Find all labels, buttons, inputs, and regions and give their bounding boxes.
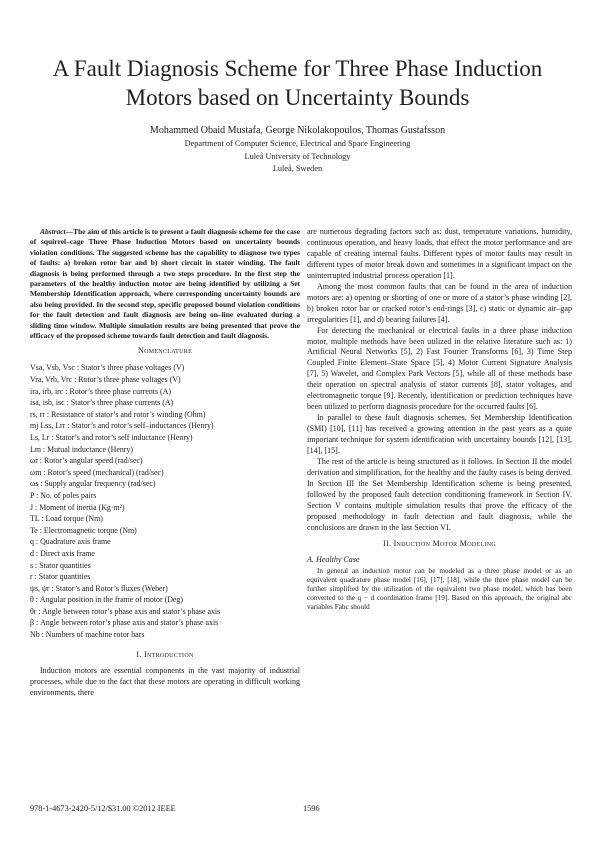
nomenclature-item: J : Moment of inertia (Kg·m²) [30, 502, 125, 512]
nomenclature-item: P : No. of poles pairs [30, 490, 97, 500]
page-number: 1596 [303, 804, 320, 813]
nomenclature-item: Ls, Lr : Stator’s and rotor’s self inductance (Henry) [30, 432, 193, 442]
nomenclature-item: q : Quadrature axis frame [30, 537, 111, 547]
nomenclature-item: ωr : Rotor’s angular speed (rad/sec) [30, 456, 143, 466]
author-block [30, 124, 565, 176]
nomenclature-item: Lm : Mutual inductance (Henry) [30, 444, 133, 454]
body-paragraph: are numerous degrading factors such as: dust, temperature variations, humidity, continuous operation, and heavy loads, that effect the motor performance and are capable of creating internal faults. Different types of motor faults may result in different types of motor break down and sometimes in a significant impact on the uninterrupted industrial process operation [1]. [307, 227, 572, 280]
nomenclature-item: ωs : Supply angular frequency (rad/sec) [30, 479, 156, 489]
body-paragraph: In parallel to these fault diagnosis schemes, Set Membership Identification (SMI) [10], [11] has received a growing attention in the past years as a quite important technique for system identification with uncertainty bounds [12], [13], [14], [15]. [307, 413, 572, 456]
affiliation-dept: Department of Computer Science, Electrical and Space Engineering [184, 139, 411, 148]
body-paragraph: The rest of the article is being structured as it follows. In Section II the model derivation and simplification, for the healthy and the faulty cases is being derived. In Section III the Set Membership Identification scheme is being presented, followed by the proposed fault detection conditioning framework in Section IV. Section V contains multiple simulation results that prove the efficacy of the proposed methodology in fault detection and fault diagnosis, while the conclusions are drawn in the last Section VI. [307, 457, 572, 532]
nomenclature-item: s : Stator quantities [30, 560, 91, 570]
abstract-label: Abstract— [40, 227, 74, 236]
nomenclature-item: Te : Electromagnetic torque (Nm) [30, 525, 137, 535]
nomenclature-item: d : Direct axis frame [30, 548, 95, 558]
affiliation-university: Luleå University of Technology [244, 151, 351, 161]
nomenclature-list [30, 362, 300, 640]
nomenclature-item: mj Lss, Lrr : Stator’s and rotor’s self–inductances (Henry) [30, 421, 214, 431]
body-paragraph: Induction motors are essential components in the vast majority of industrial processes, while due to the fact that these motors are operating in difficult working environments, there [30, 665, 300, 697]
section-heading-modeling: II. Induction Motor Modeling [382, 538, 496, 548]
right-column [307, 227, 572, 613]
paper-title: A Fault Diagnosis Scheme for Three Phase Induction Motors based on Uncertainty Bounds [52, 56, 543, 110]
nomenclature-item: ψs, ψr : Stator’s and Rotor’s fluxes (Weber) [30, 583, 168, 593]
nomenclature-item: ωm : Rotor’s speed (mechanical) (rad/sec) [30, 467, 164, 477]
author-names: Mohammed Obaid Mustafa, George Nikolakopoulos, Thomas Gustafsson [149, 125, 446, 136]
abstract-text: The aim of this article is to present a fault diagnosis scheme for the case of squirrel–cage Three Phase Induction Motors based on uncertainty bounds violation conditions. The suggested scheme has the capability to diagnose two types of faults: a) broken rotor bar and b) short circuit in stator winding. The fault diagnosis is being performed through a two steps procedure. In the first step the parameters of the healthy induction motor are being identified by utilizing a Set Membership Identification approach, where corresponding uncertainty bounds are also being provided. In the second step, specific proposed bound violation conditions for the fault detection and fault diagnosis are being on–line evaluated during a sliding time window. Multiple simulation results are being presented that prove the efficacy of the proposed scheme towards fault detection and fault diagnosis. [30, 227, 300, 341]
nomenclature-item: r : Stator quantities [30, 572, 91, 582]
nomenclature-heading: Nomenclature [137, 346, 193, 356]
nomenclature-item: β : Angle between rotor’s phase axis and stator’s phase axis [30, 618, 219, 628]
section-heading-introduction: I. Introduction [136, 649, 194, 659]
nomenclature-item: ira, irb, irc : Rotor’s three phase currents (A) [30, 386, 171, 396]
nomenclature-item: Vra, Vrb, Vrc : Rotor’s three phase voltages (V) [30, 375, 181, 385]
subsection-heading-healthy: A. Healthy Case [307, 554, 360, 564]
nomenclature-item: Vsa, Vsb, Vsc : Stator’s three phase voltages (V) [30, 363, 185, 373]
body-paragraph: For detecting the mechanical or electrical faults in a three phase induction motor, multiple methods have been utilized in the relative literature such as: 1) Artificial Neural Networks [5], 2) Fast Fourier Transforms [6], 3) Time Step Coupled Finite Element–State Space [5], 4) Motor Current Signature Analysis [7], 5) Wavelet, and Complex Park Vectors [5], while all of these methods base their operation on spectral analysis of stator currents [8], stator voltages, and electromagnetic torque [9]. Recently, identification or prediction techniques have been utilized to perform diagnosis procedure for the occurred faults [6]. [307, 325, 572, 412]
nomenclature-item: TL : Load torque (Nm) [30, 514, 103, 524]
affiliation-city: Luleå, Sweden [272, 164, 323, 173]
nomenclature-item: θ : Angular position in the frame of motor (Deg) [30, 595, 184, 605]
body-paragraph: Among the most common faults that can be found in the area of induction motors are: a) opening or shorting of one or more of a stator’s phase winding [2], b) broken rotor bar or cracked rotor’s end-rings [3], c) static or dynamic air–gap irregularities [1], and d) bearing failures [4]. [307, 281, 572, 324]
nomenclature-item: θr : Angle between rotor’s phase axis and stator’s phase axis [30, 606, 221, 616]
footer-copyright: 978-1-4673-2420-5/12/$31.00 ©2012 IEEE [30, 804, 176, 813]
nomenclature-item: Nb : Numbers of machine rotor bars [30, 630, 145, 640]
nomenclature-item: isa, isb, isc : Stator’s three phase currents (A) [30, 398, 174, 408]
abstract [30, 227, 300, 341]
left-column [30, 227, 300, 698]
body-paragraph: In general an induction motor can be modeled as a three phase model or as an equivalent quadrature phase model [16], [17], [18], while the three phase model can be further simplified by the utilization of the equivalent two phase model, which has been converted to the q − d coordination frame [19]. Based on this approach, the original abc variables Fabc should [307, 566, 572, 612]
nomenclature-item: rs, rr : Resistance of stator’s and rotor’s winding (Ohm) [30, 409, 206, 419]
